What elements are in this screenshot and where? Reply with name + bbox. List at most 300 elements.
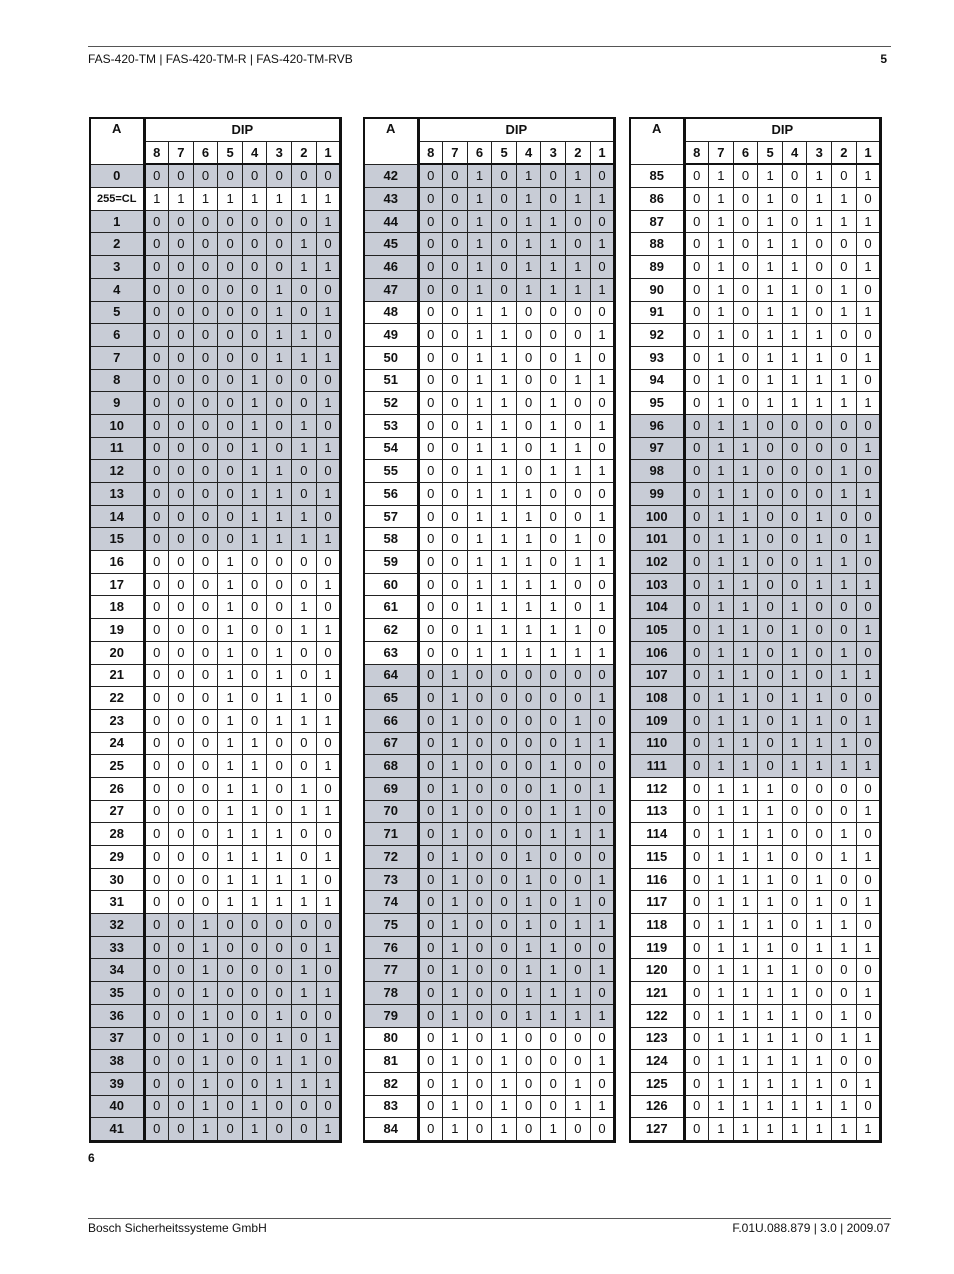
dip-bit-cell: 0 [684, 664, 709, 687]
dip-bit-cell: 1 [443, 823, 468, 846]
header-bit: 5 [492, 141, 517, 164]
dip-bit-cell: 0 [292, 1095, 317, 1118]
dip-bit-cell: 0 [443, 392, 468, 415]
header-bit: 3 [541, 141, 566, 164]
dip-bit-cell: 0 [418, 346, 443, 369]
table-row [364, 664, 615, 687]
dip-bit-cell: 0 [782, 164, 807, 187]
address-cell: 12 [90, 460, 144, 483]
dip-bit-cell: 0 [684, 1118, 709, 1142]
dip-bit-cell: 1 [443, 777, 468, 800]
dip-bit-cell: 0 [832, 528, 857, 551]
dip-bit-cell: 1 [566, 256, 591, 279]
dip-bit-cell: 0 [541, 846, 566, 869]
address-cell: 91 [630, 301, 684, 324]
address-cell: 16 [90, 551, 144, 574]
table-row [90, 460, 341, 483]
dip-bit-cell: 1 [782, 596, 807, 619]
dip-bit-cell: 0 [758, 641, 783, 664]
address-cell: 9 [90, 392, 144, 415]
dip-bit-cell: 1 [267, 664, 292, 687]
dip-bit-cell: 0 [782, 936, 807, 959]
dip-bit-cell: 0 [242, 164, 267, 187]
dip-bit-cell: 0 [292, 823, 317, 846]
dip-bit-cell: 0 [590, 709, 615, 732]
dip-bit-cell: 1 [590, 868, 615, 891]
dip-bit-cell: 0 [492, 777, 517, 800]
dip-bit-cell: 1 [566, 460, 591, 483]
address-cell: 105 [630, 619, 684, 642]
dip-bit-cell: 0 [782, 868, 807, 891]
dip-bit-cell: 1 [467, 437, 492, 460]
dip-bit-cell: 0 [193, 823, 218, 846]
address-cell: 40 [90, 1095, 144, 1118]
dip-bit-cell: 0 [541, 709, 566, 732]
dip-bit-cell: 1 [566, 188, 591, 211]
dip-bit-cell: 1 [316, 936, 341, 959]
address-cell: 77 [364, 959, 418, 982]
dip-bit-cell: 0 [267, 982, 292, 1005]
dip-bit-cell: 0 [684, 505, 709, 528]
dip-bit-cell: 1 [709, 755, 734, 778]
dip-bit-cell: 1 [856, 301, 881, 324]
dip-bit-cell: 1 [193, 959, 218, 982]
dip-bit-cell: 1 [733, 596, 758, 619]
dip-bit-cell: 1 [467, 346, 492, 369]
dip-bit-cell: 0 [467, 868, 492, 891]
dip-bit-cell: 1 [467, 369, 492, 392]
address-cell: 46 [364, 256, 418, 279]
dip-bit-cell: 0 [169, 437, 194, 460]
dip-bit-cell: 1 [782, 959, 807, 982]
address-cell: 39 [90, 1072, 144, 1095]
dip-bit-cell: 0 [169, 891, 194, 914]
dip-bit-cell: 0 [292, 210, 317, 233]
address-cell: 10 [90, 414, 144, 437]
dip-bit-cell: 0 [418, 1072, 443, 1095]
table-row [364, 1072, 615, 1095]
dip-bit-cell: 0 [492, 755, 517, 778]
page-number: 5 [880, 52, 887, 66]
dip-bit-cell: 1 [218, 573, 243, 596]
dip-bit-cell: 1 [709, 914, 734, 937]
address-cell: 24 [90, 732, 144, 755]
dip-bit-cell: 0 [516, 1095, 541, 1118]
table-row [630, 846, 881, 869]
dip-bit-cell: 1 [218, 188, 243, 211]
address-cell: 55 [364, 460, 418, 483]
address-cell: 14 [90, 505, 144, 528]
dip-bit-cell: 0 [733, 392, 758, 415]
dip-bit-cell: 1 [807, 709, 832, 732]
dip-bit-cell: 0 [316, 460, 341, 483]
dip-bit-cell: 1 [733, 891, 758, 914]
dip-bit-cell: 1 [782, 346, 807, 369]
address-cell: 0 [90, 164, 144, 187]
dip-bit-cell: 0 [218, 210, 243, 233]
dip-bit-cell: 1 [709, 188, 734, 211]
dip-bit-cell: 1 [316, 346, 341, 369]
table-row [630, 460, 881, 483]
table-row [630, 982, 881, 1005]
dip-bit-cell: 0 [218, 1050, 243, 1073]
dip-bit-cell: 1 [492, 528, 517, 551]
dip-bit-cell: 0 [684, 188, 709, 211]
table-row [630, 1072, 881, 1095]
dip-bit-cell: 0 [590, 437, 615, 460]
dip-bit-cell: 1 [709, 664, 734, 687]
dip-bit-cell: 0 [541, 369, 566, 392]
dip-bit-cell: 1 [492, 437, 517, 460]
dip-bit-cell: 0 [418, 800, 443, 823]
dip-bit-cell: 0 [782, 800, 807, 823]
dip-bit-cell: 0 [782, 777, 807, 800]
dip-bit-cell: 1 [782, 982, 807, 1005]
dip-bit-cell: 1 [709, 233, 734, 256]
table-row [630, 301, 881, 324]
dip-bit-cell: 0 [758, 528, 783, 551]
dip-bit-cell: 1 [169, 188, 194, 211]
dip-bit-cell: 0 [316, 959, 341, 982]
dip-bit-cell: 0 [590, 483, 615, 506]
dip-bit-cell: 0 [684, 846, 709, 869]
dip-bit-cell: 1 [218, 732, 243, 755]
header-address: A [630, 118, 684, 164]
dip-bit-cell: 0 [684, 800, 709, 823]
table-row [364, 709, 615, 732]
dip-bit-cell: 0 [292, 641, 317, 664]
dip-bit-cell: 1 [516, 188, 541, 211]
dip-bit-cell: 0 [733, 256, 758, 279]
dip-bit-cell: 0 [684, 392, 709, 415]
table-row [630, 573, 881, 596]
dip-bit-cell: 0 [684, 936, 709, 959]
dip-bit-cell: 0 [758, 732, 783, 755]
dip-bit-cell: 0 [807, 460, 832, 483]
dip-bit-cell: 1 [242, 823, 267, 846]
table-row [364, 891, 615, 914]
dip-bit-cell: 0 [832, 505, 857, 528]
address-cell: 47 [364, 278, 418, 301]
dip-bit-cell: 0 [242, 256, 267, 279]
dip-bit-cell: 1 [733, 1004, 758, 1027]
dip-bit-cell: 0 [169, 551, 194, 574]
dip-bit-cell: 0 [418, 1027, 443, 1050]
dip-bit-cell: 1 [292, 414, 317, 437]
dip-bit-cell: 0 [144, 324, 169, 347]
dip-bit-cell: 0 [758, 755, 783, 778]
dip-bit-cell: 0 [242, 551, 267, 574]
address-cell: 87 [630, 210, 684, 233]
dip-bit-cell: 0 [807, 233, 832, 256]
dip-bit-cell: 1 [443, 846, 468, 869]
address-cell: 67 [364, 732, 418, 755]
dip-bit-cell: 0 [856, 868, 881, 891]
dip-bit-cell: 0 [418, 777, 443, 800]
dip-bit-cell: 1 [541, 233, 566, 256]
dip-bit-cell: 1 [832, 210, 857, 233]
table-row [630, 210, 881, 233]
dip-bit-cell: 0 [541, 732, 566, 755]
dip-bit-cell: 0 [684, 528, 709, 551]
dip-bit-cell: 1 [267, 505, 292, 528]
dip-bit-cell: 1 [807, 164, 832, 187]
footer-rule [88, 1218, 891, 1219]
address-cell: 17 [90, 573, 144, 596]
dip-bit-cell: 0 [292, 1004, 317, 1027]
address-cell: 79 [364, 1004, 418, 1027]
dip-bit-cell: 0 [541, 664, 566, 687]
dip-bit-cell: 0 [492, 936, 517, 959]
dip-bit-cell: 0 [541, 687, 566, 710]
table-row [630, 1027, 881, 1050]
dip-bit-cell: 0 [418, 369, 443, 392]
table-row [90, 324, 341, 347]
table-row [364, 528, 615, 551]
dip-bit-cell: 1 [782, 687, 807, 710]
dip-bit-cell: 1 [467, 551, 492, 574]
dip-bit-cell: 1 [832, 823, 857, 846]
dip-bit-cell: 0 [516, 687, 541, 710]
dip-bit-cell: 1 [733, 914, 758, 937]
dip-bit-cell: 0 [832, 233, 857, 256]
dip-bit-cell: 0 [856, 1095, 881, 1118]
dip-bit-cell: 1 [733, 1095, 758, 1118]
dip-bit-cell: 0 [516, 777, 541, 800]
dip-bit-cell: 0 [832, 324, 857, 347]
dip-bit-cell: 0 [218, 460, 243, 483]
dip-bit-cell: 0 [169, 687, 194, 710]
dip-bit-cell: 0 [566, 755, 591, 778]
dip-bit-cell: 1 [267, 1050, 292, 1073]
dip-bit-cell: 0 [193, 210, 218, 233]
dip-bit-cell: 0 [807, 823, 832, 846]
dip-bit-cell: 0 [418, 823, 443, 846]
dip-bit-cell: 0 [144, 596, 169, 619]
dip-bit-cell: 0 [566, 573, 591, 596]
dip-bit-cell: 0 [516, 1050, 541, 1073]
footer-docref: F.01U.088.879 | 3.0 | 2009.07 [732, 1221, 890, 1235]
dip-bit-cell: 1 [516, 164, 541, 187]
dip-bit-cell: 0 [267, 573, 292, 596]
dip-bit-cell: 0 [590, 982, 615, 1005]
dip-bit-cell: 1 [856, 528, 881, 551]
dip-bit-cell: 0 [292, 1118, 317, 1142]
dip-bit-cell: 0 [193, 732, 218, 755]
dip-bit-cell: 0 [316, 369, 341, 392]
dip-bit-cell: 1 [242, 392, 267, 415]
address-cell: 32 [90, 914, 144, 937]
dip-bit-cell: 1 [856, 437, 881, 460]
dip-bit-cell: 0 [418, 483, 443, 506]
table-row [364, 777, 615, 800]
dip-bit-cell: 1 [292, 777, 317, 800]
dip-bit-cell: 0 [467, 687, 492, 710]
dip-bit-cell: 0 [492, 687, 517, 710]
address-cell: 3 [90, 256, 144, 279]
address-cell: 53 [364, 414, 418, 437]
dip-bit-cell: 0 [242, 619, 267, 642]
dip-bit-cell: 0 [832, 982, 857, 1005]
dip-bit-cell: 0 [590, 392, 615, 415]
dip-bit-cell: 0 [684, 823, 709, 846]
table-row [90, 732, 341, 755]
dip-bit-cell: 1 [541, 777, 566, 800]
table-row [90, 437, 341, 460]
dip-bit-cell: 1 [832, 460, 857, 483]
dip-bit-cell: 1 [242, 414, 267, 437]
dip-bit-cell: 0 [832, 777, 857, 800]
dip-bit-cell: 0 [467, 982, 492, 1005]
dip-bit-cell: 1 [292, 1072, 317, 1095]
dip-bit-cell: 0 [590, 755, 615, 778]
dip-bit-cell: 0 [566, 392, 591, 415]
table-row [630, 278, 881, 301]
dip-bit-cell: 1 [218, 800, 243, 823]
dip-bit-cell: 0 [566, 210, 591, 233]
dip-bit-cell: 1 [590, 687, 615, 710]
dip-bit-cell: 1 [516, 982, 541, 1005]
dip-bit-cell: 0 [492, 164, 517, 187]
dip-bit-cell: 1 [292, 619, 317, 642]
dip-bit-cell: 0 [782, 460, 807, 483]
dip-bit-cell: 0 [684, 164, 709, 187]
dip-bit-cell: 0 [418, 437, 443, 460]
dip-bit-cell: 1 [467, 596, 492, 619]
address-cell: 51 [364, 369, 418, 392]
address-cell: 18 [90, 596, 144, 619]
table-row [364, 687, 615, 710]
dip-bit-cell: 1 [758, 256, 783, 279]
address-cell: 52 [364, 392, 418, 415]
dip-bit-cell: 1 [782, 392, 807, 415]
dip-bit-cell: 1 [218, 641, 243, 664]
dip-bit-cell: 0 [169, 392, 194, 415]
dip-bit-cell: 1 [492, 505, 517, 528]
dip-bit-cell: 0 [684, 256, 709, 279]
dip-bit-cell: 0 [242, 1004, 267, 1027]
table-row [364, 846, 615, 869]
dip-bit-cell: 1 [807, 188, 832, 211]
dip-bit-cell: 0 [418, 936, 443, 959]
table-row [90, 1095, 341, 1118]
dip-bit-cell: 1 [492, 301, 517, 324]
dip-bit-cell: 0 [566, 777, 591, 800]
dip-bit-cell: 1 [709, 505, 734, 528]
dip-bit-cell: 1 [467, 324, 492, 347]
dip-bit-cell: 0 [292, 732, 317, 755]
dip-bit-cell: 1 [590, 278, 615, 301]
dip-bit-cell: 0 [516, 755, 541, 778]
dip-bit-cell: 0 [193, 414, 218, 437]
dip-bit-cell: 0 [292, 1027, 317, 1050]
dip-bit-cell: 1 [758, 1118, 783, 1142]
dip-bit-cell: 0 [832, 959, 857, 982]
address-cell: 125 [630, 1072, 684, 1095]
dip-bit-cell: 1 [758, 800, 783, 823]
dip-bit-cell: 1 [316, 573, 341, 596]
dip-bit-cell: 1 [733, 800, 758, 823]
dip-bit-cell: 0 [758, 460, 783, 483]
dip-bit-cell: 1 [193, 982, 218, 1005]
dip-bit-cell: 0 [218, 914, 243, 937]
dip-bit-cell: 0 [566, 301, 591, 324]
dip-bit-cell: 0 [590, 1118, 615, 1142]
address-cell: 62 [364, 619, 418, 642]
dip-bit-cell: 1 [292, 982, 317, 1005]
header-dip: DIP [418, 118, 615, 141]
dip-bit-cell: 0 [467, 732, 492, 755]
dip-bit-cell: 1 [292, 324, 317, 347]
table-row [364, 278, 615, 301]
dip-bit-cell: 1 [144, 188, 169, 211]
address-cell: 72 [364, 846, 418, 869]
dip-bit-cell: 1 [807, 392, 832, 415]
dip-bit-cell: 0 [169, 346, 194, 369]
dip-bit-cell: 1 [218, 709, 243, 732]
dip-bit-cell: 1 [590, 1050, 615, 1073]
dip-bit-cell: 0 [684, 324, 709, 347]
dip-bit-cell: 1 [807, 914, 832, 937]
header-title: FAS-420-TM | FAS-420-TM-R | FAS-420-TM-RVB [88, 52, 353, 66]
dip-bit-cell: 1 [292, 188, 317, 211]
address-cell: 37 [90, 1027, 144, 1050]
dip-bit-cell: 0 [316, 823, 341, 846]
dip-bit-cell: 0 [492, 868, 517, 891]
dip-bit-cell: 0 [467, 1004, 492, 1027]
dip-bit-cell: 1 [267, 346, 292, 369]
table-row [630, 164, 881, 187]
dip-bit-cell: 0 [467, 800, 492, 823]
dip-bit-cell: 1 [516, 619, 541, 642]
dip-bit-cell: 1 [590, 460, 615, 483]
dip-bit-cell: 1 [709, 846, 734, 869]
dip-bit-cell: 1 [758, 346, 783, 369]
dip-bit-cell: 1 [832, 369, 857, 392]
dip-bit-cell: 0 [541, 483, 566, 506]
dip-bit-cell: 1 [516, 1004, 541, 1027]
dip-bit-cell: 1 [856, 210, 881, 233]
dip-bit-cell: 0 [516, 301, 541, 324]
dip-bit-cell: 0 [242, 959, 267, 982]
address-cell: 71 [364, 823, 418, 846]
dip-bit-cell: 0 [144, 687, 169, 710]
dip-bit-cell: 0 [492, 210, 517, 233]
dip-bit-cell: 1 [832, 278, 857, 301]
header-bit: 7 [169, 141, 194, 164]
dip-bit-cell: 0 [684, 573, 709, 596]
dip-bit-cell: 0 [566, 664, 591, 687]
dip-bit-cell: 0 [782, 528, 807, 551]
dip-bit-cell: 0 [516, 346, 541, 369]
dip-bit-cell: 0 [590, 301, 615, 324]
table-row [364, 596, 615, 619]
dip-bit-cell: 0 [566, 846, 591, 869]
dip-bit-cell: 1 [566, 1095, 591, 1118]
dip-bit-cell: 0 [193, 891, 218, 914]
dip-bit-cell: 1 [316, 256, 341, 279]
dip-bit-cell: 1 [590, 732, 615, 755]
table-row [630, 437, 881, 460]
table-row [630, 891, 881, 914]
dip-bit-cell: 1 [492, 1118, 517, 1142]
dip-bit-cell: 1 [856, 800, 881, 823]
table-row [630, 551, 881, 574]
dip-bit-cell: 1 [242, 483, 267, 506]
dip-bit-cell: 0 [856, 551, 881, 574]
dip-bit-cell: 0 [856, 278, 881, 301]
footer-company: Bosch Sicherheitssysteme GmbH [88, 1221, 267, 1235]
